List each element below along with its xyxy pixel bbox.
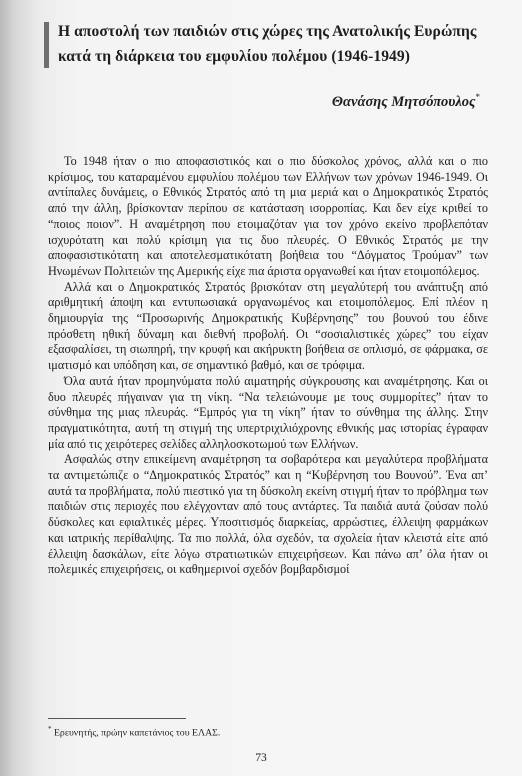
author-name [332, 92, 480, 111]
paragraph-3: Όλα αυτά ήταν προμηνύματα πολύ αιματηρής σύγκρουσης και αναμέτρησης. Και οι δυο πλευρές πήγαιναν για τη νίκη. “Να τελειώνουμε με τους συμμορίτες” ήταν το σύνθημα της μιας πλευράς. “Εμπρός για τη νίκη” ήταν το σύνθημα της άλλης. Στην πραγματικότητα, αυτή τη στιγμή της υπερτριχιλιόχρονης εθνικής μας ιστορίας έγραφαν μία από τις χειρότερες σελίδες αλληλοσκοτωμού των Ελλήνων. [48, 373, 488, 451]
author-text: Θανάσης Μητσόπουλος [331, 93, 476, 110]
page-number: 73 [255, 752, 267, 764]
footnote-divider [48, 718, 186, 719]
footnote [48, 725, 220, 738]
footnote-mark: * [48, 725, 52, 733]
article-title [58, 19, 478, 69]
footnote-text: Ερευνητής, πρώην καπετάνιος του ΕΛΑΣ. [53, 727, 221, 739]
title-line-2: κατά τη διάρκεια του εμφυλίου πολέμου (1946-1949) [58, 48, 411, 65]
author-footnote-mark: * [475, 92, 480, 102]
article-body [48, 154, 488, 578]
title-accent-bar [44, 22, 49, 68]
paragraph-4: Ασφαλώς στην επικείμενη αναμέτρηση τα σοβαρότερα και μεγαλύτερα προβλήματα τα αντιμετώπιζε ο “Δημοκρατικός Στρατός” και η “Κυβέρνηση του Βουνού”. Ένα απ’ αυτά τα προβλήματα, πολύ πιεστικό για τη δύσκολη εκείνη στιγμή ήταν το πρόβλημα των παιδιών στις περιοχές που ελέγχονταν από τους αντάρτες. Τα παιδιά αυτά ζούσαν πολύ δύσκολες και εφιαλτικές μέρες. Υποσιτισμός διαρκείας, αρρώστιες, έλλειψη φαρμάκων και ιατρικής περίθαλψης. Τα πιο πολλά, όλα σχεδόν, τα σχολεία ήταν κλειστά είτε από έλλειψη δασκάλων, είτε λόγω στρατιωτικών επιχειρήσεων. Και πάνω απ’ όλα ήταν οι πολεμικές επιχειρήσεις, οι καθημερινοί σχεδόν βομβαρδισμοί [48, 452, 488, 577]
title-line-1: Η αποστολή των παιδιών στις χώρες της Ανατολικής Ευρώπης [58, 23, 477, 40]
paragraph-1: Το 1948 ήταν ο πιο αποφασιστικός και ο πιο δύσκολος χρόνος, αλλά και ο πιο κρίσιμος, του καταραμένου εμφυλίου πολέμου των Ελλήνων των χρόνων 1946-1949. Οι αντίπαλες δυνάμεις, ο Εθνικός Στρατός από τη μια μεριά και ο Δημοκρατικός Στρατός από την άλλη, βρίσκονταν περίπου σε κατάσταση ισορροπίας. Και δεν είχε κριθεί το “ποιος ποιον”. Η αναμέτρηση που ετοιμαζόταν για τον χρόνο εκείνο προβλεπόταν ισχυρότατη και πολύ κρίσιμη για τις δυο πλευρές. Ο Εθνικός Στρατός με την αποφασιστικότατη και αποτελεσματικότατη βοήθεια του “Δόγματος Τρούμαν” των Ηνωμένων Πολιτειών της Αμερικής είχε πια άριστα οργανωθεί και ήταν ετοιμοπόλεμος. [48, 154, 488, 278]
paragraph-2: Αλλά και ο Δημοκρατικός Στρατός βρισκόταν στη μεγαλύτερή του ανάπτυξη από αριθμητική άποψη και εντυπωσιακά οργανωμένος και ετοιμοπόλεμος. Επί πλέον η δημιουργία της “Προσωρινής Δημοκρατικής Κυβέρνησης” του βουνού του έδινε πρόσθετη ηθική δύναμη και διεθνή προβολή. Οι “σοσιαλιστικές χώρες” του είχαν εξασφαλίσει, τη σιωπηρή, την κρυφή και ακήρυκτη βοήθεια σε οπλισμό, σε φάρμακα, σε ιματισμό και υπόδηση και, σε σημαντικό βαθμό, και σε τρόφιμα. [48, 279, 488, 373]
